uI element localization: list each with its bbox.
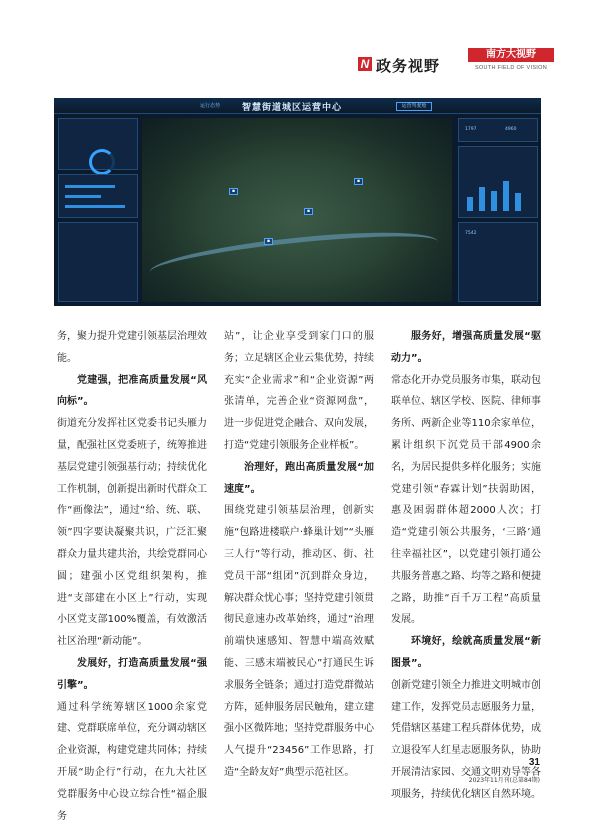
brand-name-en: SOUTH FIELD OF VISION — [474, 65, 547, 71]
section-heading: 治理好，跑出高质量发展“加速度”。 — [224, 461, 374, 495]
dashboard-topbar — [54, 98, 541, 114]
stat-bar — [65, 185, 115, 188]
article-column-3 — [391, 326, 541, 806]
article-column-2 — [224, 326, 374, 784]
chart-bar — [467, 197, 473, 211]
chart-bar — [491, 191, 497, 211]
brand-name-cn: 南方大视野 — [468, 48, 554, 62]
paragraph: 常态化开办党员服务市集，联动包联单位、辖区学校、医院、律师事务所、两新企业等110余家单位，累计组织下沉党员干部4900余名，为居民提供多样化服务；实施党建引领“春霖计划”扶弱助困，惠及困弱群体超2000人次；打造“党建引领公共服务，‘三路’通往幸福社区”，以党建引领打通公共服务普惠之路、均等之路和便捷之路，助推“百千万工程”高质量发展。 — [391, 374, 541, 626]
stat-value: 7542 — [465, 231, 477, 236]
stat-value: 4960 — [505, 127, 517, 132]
stat-bar — [65, 195, 101, 198]
left-panel-stats — [58, 174, 138, 218]
stat-value: 1797 — [465, 127, 477, 132]
paragraph: 务，聚力提升党建引领基层治理效能。 — [57, 331, 207, 364]
paragraph: 街道充分发挥社区党委书记头雁力量，配强社区党委班子，统筹推进基层党建引领强基行动；持续优化工作机制，创新提出新时代群众工作“画像法”，通过“给、统、联、领”四字要诀凝聚共识，广泛汇聚群众力量共建共治，共绘党群同心圆；建强小区党组织架构，推进“支部建在小区上”行动，实现小区党支部100%覆盖，有效激活社区治理“新动能”。 — [57, 418, 207, 648]
map-marker: ▪ — [229, 188, 238, 195]
dashboard-photo — [54, 98, 541, 306]
section-heading: 服务好，增强高质量发展“驱动力”。 — [391, 331, 541, 364]
right-panel-header — [458, 118, 538, 142]
magazine-title: 政务视野 — [376, 57, 441, 75]
ring-gauge-icon — [89, 149, 115, 175]
paragraph: 站”，让企业享受到家门口的服务；立足辖区企业云集优势，持续充实“企业需求”和“企业资源”两张清单，完善企业“资源网盘”，进一步促进党企融合、双向发展，打造“党建引领服务企业样板”。 — [224, 331, 374, 451]
section-heading: 发展好，打造高质量发展“强引擎”。 — [57, 657, 207, 691]
stat-bar — [65, 205, 125, 208]
brand-block — [468, 48, 554, 71]
dashboard-tab-right: 运营驾驶舱 — [396, 102, 432, 111]
issue-info: 2023年11月刊(总第84期) — [468, 777, 540, 784]
masthead — [358, 48, 554, 76]
section-heading: 党建强，把准高质量发展“风向标”。 — [57, 374, 207, 408]
map-marker: ▪ — [264, 238, 273, 245]
right-panel-list — [458, 222, 538, 302]
chart-bar — [515, 193, 521, 211]
left-panel-list — [58, 222, 138, 302]
dashboard-tab-left: 运行态势 — [200, 103, 221, 109]
article-column-1 — [57, 326, 207, 827]
right-panel-chart — [458, 146, 538, 218]
section-heading: 环境好，绘就高质量发展“新图景”。 — [391, 636, 541, 669]
map-marker: ▪ — [354, 178, 363, 185]
paragraph: 通过科学统筹辖区1000余家党建、党群联席单位，充分调动辖区企业资源，构建党建共同体；持续开展“助企行”行动，在九大社区党群服务中心设立综合性“福企服务 — [57, 701, 207, 822]
chart-bar — [503, 181, 509, 211]
page-number: 31 — [528, 757, 540, 768]
chart-bar — [479, 187, 485, 211]
magazine-logo-icon: N — [358, 57, 372, 71]
paragraph: 创新党建引领全力推进文明城市创建工作，发挥党员志愿服务力量，凭借辖区基建工程兵群体优势，成立退役军人红星志愿服务队，协助开展清洁家园、交通文明劝导等各项服务，持续优化辖区自然环境。 — [391, 679, 541, 800]
paragraph: 围绕党建引领基层治理，创新实施“包路进楼联户·蜂巢计划”“头雁三人行”等行动，推动区、街、社党员干部“组团”沉到群众身边，解决群众忧心事；坚持党建引领贯彻民意速办改革始终，通过“治理前端快速感知、智慧中端高效赋能、三感末端被民心”打通民生诉求服务全链条；通过打造党群微站方阵，延伸服务居民触角，建立建强小区微阵地；坚持党群服务中心人气提升“23456”工作思路，打造“全龄友好”典型示范社区。 — [224, 505, 374, 778]
dashboard-title: 智慧街道城区运营中心 — [242, 103, 343, 113]
map-marker: ▪ — [304, 208, 313, 215]
left-panel-overview — [58, 118, 138, 170]
